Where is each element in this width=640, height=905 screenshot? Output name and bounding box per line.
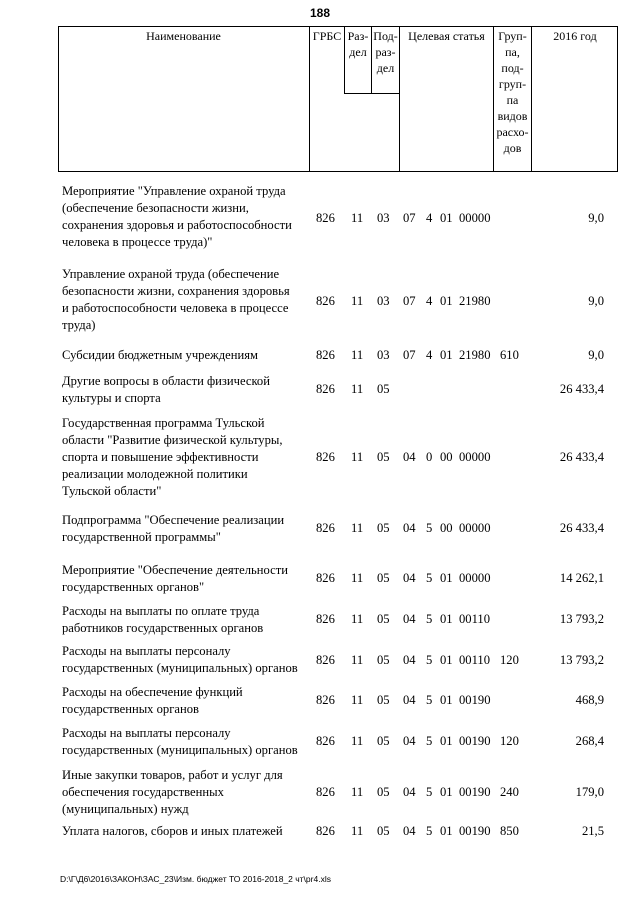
- podrazdel-cell: 05: [377, 571, 390, 585]
- file-path: D:\Г\Д6\2016\ЗАКОН\ЗАС_23\Изм. бюджет ТО 2016-2018_2 чт\pr4.xls: [60, 874, 331, 884]
- podrazdel-cell: 05: [377, 693, 390, 707]
- amount-cell: 26 433,4: [559, 521, 604, 535]
- measure-code-cell: 01: [440, 653, 453, 667]
- program-code-cell: 04: [403, 571, 416, 585]
- measure-code-cell: 01: [440, 294, 453, 308]
- direction-code-cell: 00110: [459, 653, 491, 667]
- row-name: Уплата налогов, сборов и иных платежей: [62, 824, 283, 838]
- subprogram-code-cell: 4: [426, 211, 433, 225]
- podrazdel-cell: 03: [377, 211, 390, 225]
- row-name: Расходы на выплаты персоналу государственных (муниципальных) органов: [62, 726, 298, 757]
- grbs-cell: 826: [316, 571, 335, 585]
- subprogram-code-cell: 5: [426, 653, 433, 667]
- direction-code-cell: 00190: [459, 824, 491, 838]
- direction-code-cell: 00000: [459, 521, 491, 535]
- program-code-cell: 07: [403, 294, 416, 308]
- razdel-cell: 11: [351, 824, 364, 838]
- podrazdel-cell: 05: [377, 450, 390, 464]
- subprogram-code-cell: 5: [426, 734, 433, 748]
- subprogram-code-cell: 0: [426, 450, 433, 464]
- measure-code-cell: 01: [440, 693, 453, 707]
- program-code-cell: 04: [403, 521, 416, 535]
- podrazdel-cell: 05: [377, 382, 390, 396]
- razdel-cell: 11: [351, 348, 364, 362]
- page-number: 188: [309, 6, 331, 20]
- subprogram-code-cell: 4: [426, 294, 433, 308]
- row-name: Расходы на выплаты персоналу государственных (муниципальных) органов: [62, 644, 298, 675]
- amount-cell: 9,0: [588, 348, 604, 362]
- grbs-cell: 826: [316, 734, 335, 748]
- row-name: Иные закупки товаров, работ и услуг для обеспечения государственных (муниципальных) нужд: [62, 768, 283, 816]
- podrazdel-cell: 05: [377, 824, 390, 838]
- razdel-cell: 11: [351, 571, 364, 585]
- direction-code-cell: 00000: [459, 571, 491, 585]
- expense-type-cell: 610: [500, 348, 519, 362]
- header-year: 2016 год: [553, 29, 597, 43]
- measure-code-cell: 01: [440, 734, 453, 748]
- direction-code-cell: 00110: [459, 612, 491, 626]
- grbs-cell: 826: [316, 382, 335, 396]
- row-name: Мероприятие "Обеспечение деятельности государственных органов": [62, 563, 288, 594]
- razdel-cell: 11: [351, 734, 364, 748]
- grbs-cell: 826: [316, 294, 335, 308]
- grbs-cell: 826: [316, 693, 335, 707]
- program-code-cell: 04: [403, 785, 416, 799]
- amount-cell: 26 433,4: [559, 382, 604, 396]
- program-code-cell: 07: [403, 211, 416, 225]
- header-podrazdel: Под- раз- дел: [371, 26, 399, 94]
- amount-cell: 9,0: [588, 211, 604, 225]
- grbs-cell: 826: [316, 785, 335, 799]
- program-code-cell: 04: [403, 612, 416, 626]
- row-name: Расходы на выплаты по оплате труда работников государственных органов: [62, 604, 264, 635]
- row-name: Государственная программа Тульской области "Развитие физической культуры, спорта и повышение эффективности реализации молодежной политики Тульской области": [62, 416, 283, 498]
- program-code-cell: 04: [403, 653, 416, 667]
- header-vid: Груп- па, под- груп- па видов расхо- дов: [493, 26, 532, 172]
- amount-cell: 21,5: [581, 824, 604, 838]
- row-name: Субсидии бюджетным учреждениям: [62, 348, 258, 362]
- amount-cell: 268,4: [575, 734, 604, 748]
- measure-code-cell: 01: [440, 211, 453, 225]
- razdel-cell: 11: [351, 693, 364, 707]
- subprogram-code-cell: 4: [426, 348, 433, 362]
- razdel-cell: 11: [351, 294, 364, 308]
- direction-code-cell: 00190: [459, 734, 491, 748]
- razdel-cell: 11: [351, 785, 364, 799]
- subprogram-code-cell: 5: [426, 571, 433, 585]
- table-header: [58, 26, 618, 172]
- amount-cell: 14 262,1: [559, 571, 604, 585]
- direction-code-cell: 21980: [459, 348, 491, 362]
- row-name: Управление охраной труда (обеспечение безопасности жизни, сохранения здоровья и работоспособности человека в процессе труда): [62, 267, 290, 332]
- podrazdel-cell: 03: [377, 348, 390, 362]
- measure-code-cell: 01: [440, 348, 453, 362]
- amount-cell: 13 793,2: [559, 612, 604, 626]
- subprogram-code-cell: 5: [426, 612, 433, 626]
- podrazdel-cell: 05: [377, 653, 390, 667]
- razdel-cell: 11: [351, 612, 364, 626]
- razdel-cell: 11: [351, 450, 364, 464]
- podrazdel-cell: 05: [377, 521, 390, 535]
- row-name: Расходы на обеспечение функций государственных органов: [62, 685, 243, 716]
- measure-code-cell: 01: [440, 785, 453, 799]
- podrazdel-cell: 05: [377, 734, 390, 748]
- razdel-cell: 11: [351, 653, 364, 667]
- measure-code-cell: 01: [440, 571, 453, 585]
- measure-code-cell: 01: [440, 612, 453, 626]
- measure-code-cell: 00: [440, 521, 453, 535]
- expense-type-cell: 120: [500, 653, 519, 667]
- subprogram-code-cell: 5: [426, 785, 433, 799]
- podrazdel-cell: 03: [377, 294, 390, 308]
- razdel-cell: 11: [351, 382, 364, 396]
- amount-cell: 13 793,2: [559, 653, 604, 667]
- program-code-cell: 04: [403, 450, 416, 464]
- header-tsel: Целевая статья: [399, 26, 493, 172]
- amount-cell: 468,9: [575, 693, 604, 707]
- direction-code-cell: 00000: [459, 211, 491, 225]
- measure-code-cell: 00: [440, 450, 453, 464]
- program-code-cell: 04: [403, 734, 416, 748]
- grbs-cell: 826: [316, 211, 335, 225]
- program-code-cell: 04: [403, 824, 416, 838]
- subprogram-code-cell: 5: [426, 824, 433, 838]
- amount-cell: 9,0: [588, 294, 604, 308]
- direction-code-cell: 00190: [459, 693, 491, 707]
- expense-type-cell: 120: [500, 734, 519, 748]
- direction-code-cell: 00190: [459, 785, 491, 799]
- grbs-cell: 826: [316, 824, 335, 838]
- measure-code-cell: 01: [440, 824, 453, 838]
- row-name: Другие вопросы в области физической культуры и спорта: [62, 374, 270, 405]
- grbs-cell: 826: [316, 348, 335, 362]
- direction-code-cell: 00000: [459, 450, 491, 464]
- expense-type-cell: 240: [500, 785, 519, 799]
- grbs-cell: 826: [316, 450, 335, 464]
- grbs-cell: 826: [316, 612, 335, 626]
- program-code-cell: 04: [403, 693, 416, 707]
- amount-cell: 179,0: [575, 785, 604, 799]
- subprogram-code-cell: 5: [426, 521, 433, 535]
- grbs-cell: 826: [316, 521, 335, 535]
- row-name: Подпрограмма "Обеспечение реализации государственной программы": [62, 513, 285, 544]
- expense-type-cell: 850: [500, 824, 519, 838]
- podrazdel-cell: 05: [377, 785, 390, 799]
- header-grbs: ГРБС: [309, 26, 344, 172]
- podrazdel-cell: 05: [377, 612, 390, 626]
- amount-cell: 26 433,4: [559, 450, 604, 464]
- grbs-cell: 826: [316, 653, 335, 667]
- subprogram-code-cell: 5: [426, 693, 433, 707]
- direction-code-cell: 21980: [459, 294, 491, 308]
- program-code-cell: 07: [403, 348, 416, 362]
- razdel-cell: 11: [351, 521, 364, 535]
- header-razdel: Раз- дел: [344, 26, 371, 94]
- row-name: Мероприятие "Управление охраной труда (обеспечение безопасности жизни, сохранения здоровья и работоспособности человека в процессе труда)": [62, 184, 292, 249]
- header-name: Наименование: [146, 29, 221, 43]
- razdel-cell: 11: [351, 211, 364, 225]
